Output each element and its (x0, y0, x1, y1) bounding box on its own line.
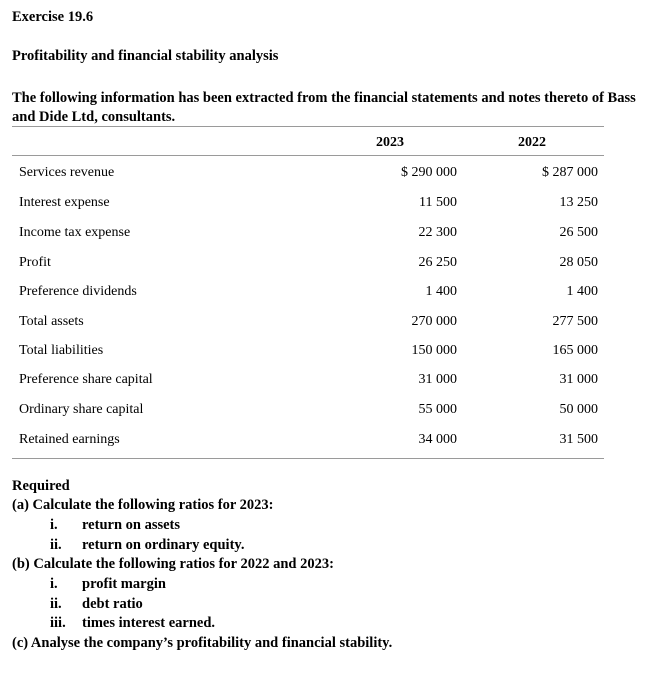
column-header-2023: 2023 (376, 135, 404, 150)
value-2023: 150 000 (411, 343, 457, 358)
value-2022: 26 500 (559, 225, 598, 240)
value-2022: 28 050 (559, 255, 598, 270)
item-number: ii. (50, 596, 62, 612)
value-2022: 165 000 (552, 343, 598, 358)
section-subtitle: Profitability and financial stability analysis (12, 48, 279, 64)
item-number: i. (50, 517, 58, 533)
row-label: Ordinary share capital (19, 402, 144, 417)
value-2023: 31 000 (418, 372, 457, 387)
row-label: Interest expense (19, 195, 110, 210)
value-2023: 1 400 (425, 284, 457, 299)
part-b-text: (b) Calculate the following ratios for 2022 and 2023: (12, 556, 334, 572)
value-2022: 50 000 (559, 402, 598, 417)
column-header-2022: 2022 (518, 135, 546, 150)
list-item: return on assets (82, 517, 181, 533)
part-c-text: (c) Analyse the company’s profitability and financial stability. (12, 635, 393, 651)
intro-paragraph: The following information has been extracted from the financial statements and notes thereto of Bass and Dide Ltd, consultants. (12, 90, 636, 125)
required-heading: Required (12, 478, 70, 494)
row-label: Income tax expense (19, 225, 131, 240)
value-2022: $ 287 000 (542, 165, 598, 180)
row-label: Preference dividends (19, 284, 137, 299)
table-bottom-rule (12, 458, 604, 459)
value-2023: 270 000 (411, 314, 457, 329)
list-item: debt ratio (82, 596, 143, 612)
item-number: i. (50, 576, 58, 592)
row-label: Preference share capital (19, 372, 153, 387)
exercise-title: Exercise 19.6 (12, 9, 94, 25)
value-2022: 31 000 (559, 372, 598, 387)
row-label: Profit (19, 255, 51, 270)
value-2022: 31 500 (559, 432, 598, 447)
value-2023: 22 300 (418, 225, 457, 240)
value-2022: 13 250 (559, 195, 598, 210)
item-number: iii. (50, 615, 66, 631)
value-2023: 55 000 (418, 402, 457, 417)
value-2023: 11 500 (419, 195, 457, 210)
item-number: ii. (50, 537, 62, 553)
value-2023: 26 250 (418, 255, 457, 270)
list-item: profit margin (82, 576, 166, 592)
table-top-rule (12, 126, 604, 127)
part-a-text: (a) Calculate the following ratios for 2023: (12, 497, 274, 513)
table-header-rule (12, 155, 604, 156)
value-2022: 1 400 (566, 284, 598, 299)
row-label: Retained earnings (19, 432, 120, 447)
row-label: Total assets (19, 314, 84, 329)
row-label: Total liabilities (19, 343, 104, 358)
value-2023: $ 290 000 (401, 165, 457, 180)
list-item: return on ordinary equity. (82, 537, 245, 553)
row-label: Services revenue (19, 165, 115, 180)
value-2022: 277 500 (552, 314, 598, 329)
list-item: times interest earned. (82, 615, 216, 631)
value-2023: 34 000 (418, 432, 457, 447)
